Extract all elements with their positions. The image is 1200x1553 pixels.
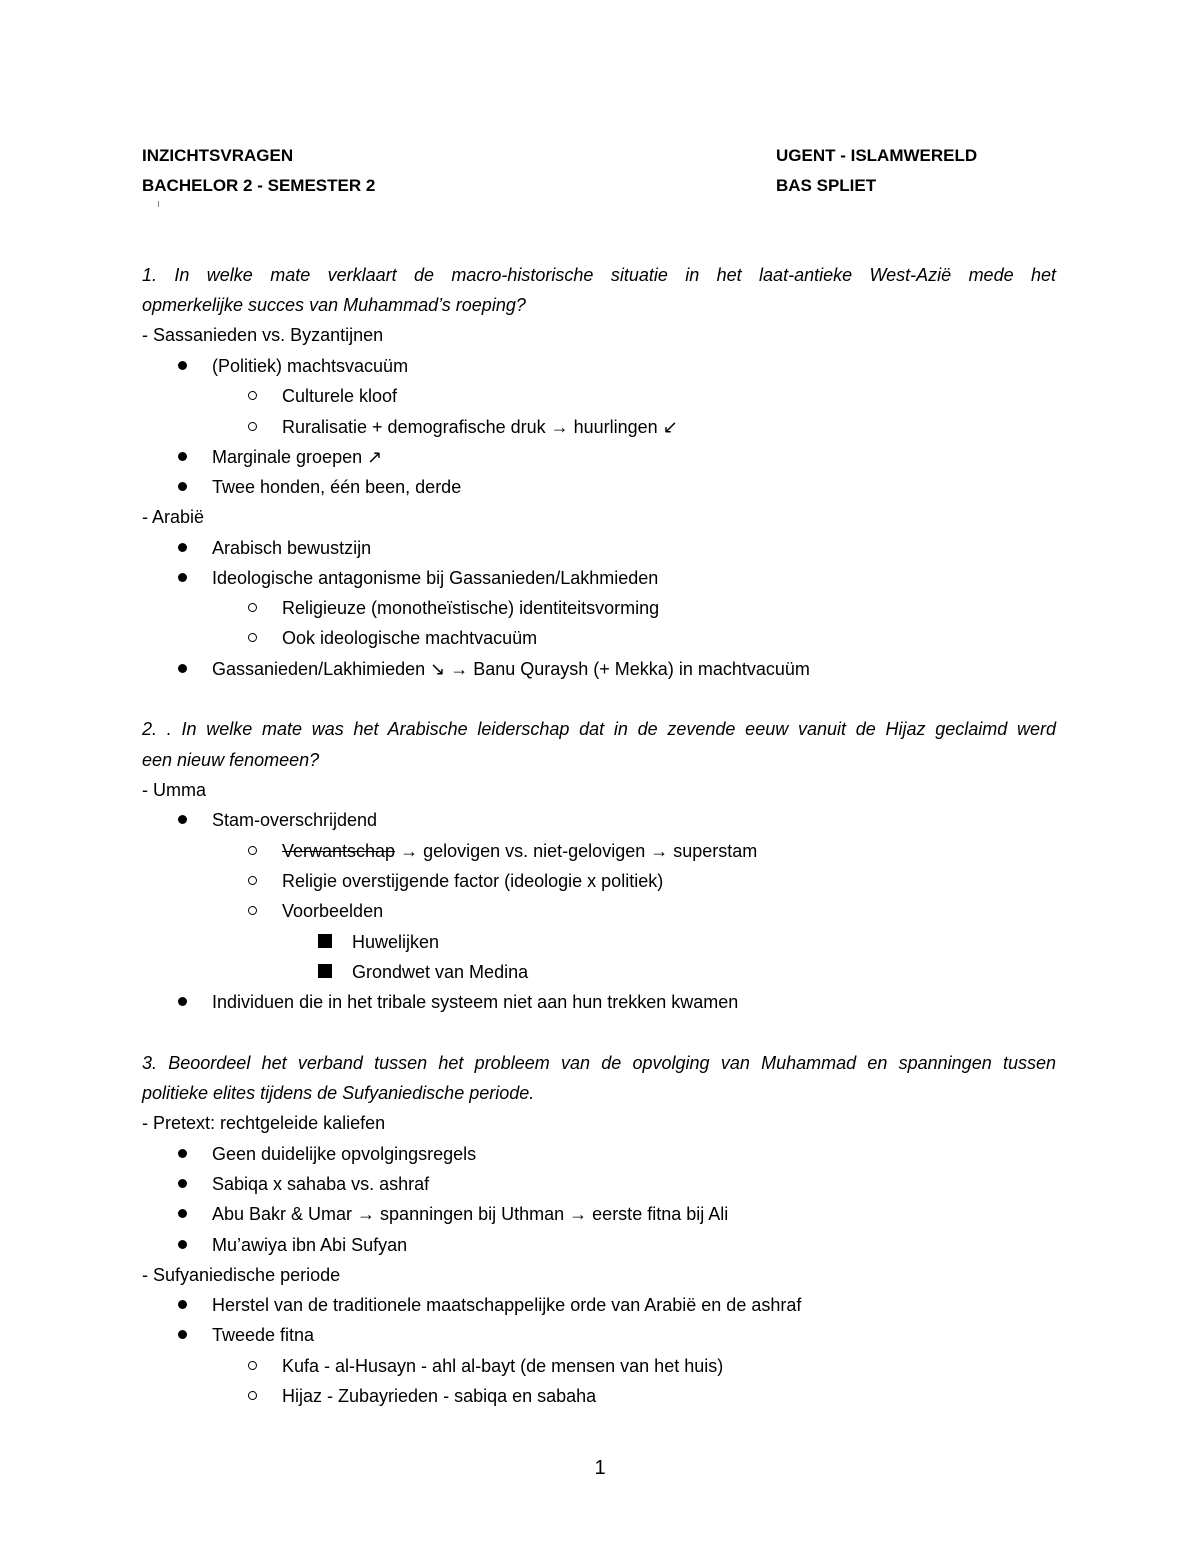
section-heading: - Sassanieden vs. Byzantijnen [142,325,384,345]
header-course: BACHELOR 2 - SEMESTER 2 [142,176,376,195]
circle-bullet-icon [246,896,282,926]
list-item: Culturele kloof [246,381,397,411]
list-item: Arabisch bewustzijn [176,533,371,563]
list-item: Ideologische antagonisme bij Gassanieden/Lakhmieden [176,563,658,593]
bullet-icon [176,563,212,593]
circle-bullet-icon [246,1351,282,1381]
bullet-icon [176,351,212,381]
bullet-icon [176,1290,212,1320]
header-author: BAS SPLIET [776,176,877,195]
square-bullet-icon [316,927,352,957]
list-item: Religieuze (monotheïstische) identiteitsvorming [246,593,659,623]
question-3-line-1: 3. Beoordeel het verband tussen het probleem van de opvolging van Muhammad en spanningen tussen [142,1053,1056,1073]
bullet-icon [176,1139,212,1169]
section-heading: - Arabië [142,507,205,527]
circle-bullet-icon [246,1381,282,1411]
list-item: Abu Bakr & Umar → spanningen bij Uthman → eerste fitna bij Ali [176,1199,728,1229]
bullet-icon [176,1230,212,1260]
bullet-icon [176,472,212,502]
list-item: Kufa - al-Husayn - ahl al-bayt (de mensen van het huis) [246,1351,723,1381]
list-item: Stam-overschrijdend [176,805,377,835]
question-2-line-1: 2. . In welke mate was het Arabische leiderschap dat in de zevende eeuw vanuit de Hijaz geclaimd werd [142,719,1056,739]
header-title: INZICHTSVRAGEN [142,146,294,165]
list-item: Geen duidelijke opvolgingsregels [176,1139,476,1169]
list-item: Marginale groepen ↗ [176,442,382,472]
page-number: 1 [594,1457,606,1479]
list-item: Ruralisatie + demografische druk → huurlingen ↙ [246,412,678,442]
list-item: Tweede fitna [176,1320,314,1350]
list-item: Gassanieden/Lakhimieden ↘ → Banu Quraysh (+ Mekka) in machtvacuüm [176,654,810,684]
struck-text: Verwantschap [282,841,396,861]
bullet-icon [176,533,212,563]
list-item: Twee honden, één been, derde [176,472,461,502]
list-item: (Politiek) machtsvacuüm [176,351,408,381]
section-heading: - Umma [142,780,206,800]
list-item: Hijaz - Zubayrieden - sabiqa en sabaha [246,1381,596,1411]
bullet-icon [176,1320,212,1350]
question-1-line-2: opmerkelijke succes van Muhammad’s roeping? [142,295,526,315]
list-item: Individuen die in het tribale systeem niet aan hun trekken kwamen [176,987,738,1017]
bullet-icon [176,1169,212,1199]
section-heading: - Sufyaniedische periode [142,1265,341,1285]
header-institution: UGENT - ISLAMWERELD [776,146,978,165]
list-item: Verwantschap → gelovigen vs. niet-gelovigen → superstam [246,836,757,866]
circle-bullet-icon [246,412,282,442]
list-item: Herstel van de traditionele maatschappelijke orde van Arabië en de ashraf [176,1290,801,1320]
question-1-line-1: 1. In welke mate verklaart de macro-historische situatie in het laat-antieke West-Azië mede het [142,265,1056,285]
bullet-icon [176,442,212,472]
question-2-line-2: een nieuw fenomeen? [142,750,320,770]
list-item: Religie overstijgende factor (ideologie x politiek) [246,866,663,896]
list-item: Huwelijken [316,927,439,957]
list-item: Grondwet van Medina [316,957,528,987]
bullet-icon [176,654,212,684]
list-item: Mu’awiya ibn Abi Sufyan [176,1230,407,1260]
circle-bullet-icon [246,381,282,411]
circle-bullet-icon [246,623,282,653]
circle-bullet-icon [246,593,282,623]
section-heading: - Pretext: rechtgeleide kaliefen [142,1113,386,1133]
square-bullet-icon [316,957,352,987]
bullet-icon [176,1199,212,1229]
circle-bullet-icon [246,836,282,866]
bullet-icon [176,805,212,835]
cursor-mark [158,201,159,207]
bullet-icon [176,987,212,1017]
list-item: Ook ideologische machtvacuüm [246,623,537,653]
list-item: Voorbeelden [246,896,383,926]
circle-bullet-icon [246,866,282,896]
list-item: Sabiqa x sahaba vs. ashraf [176,1169,429,1199]
question-3-line-2: politieke elites tijdens de Sufyaniedische periode. [142,1083,535,1103]
